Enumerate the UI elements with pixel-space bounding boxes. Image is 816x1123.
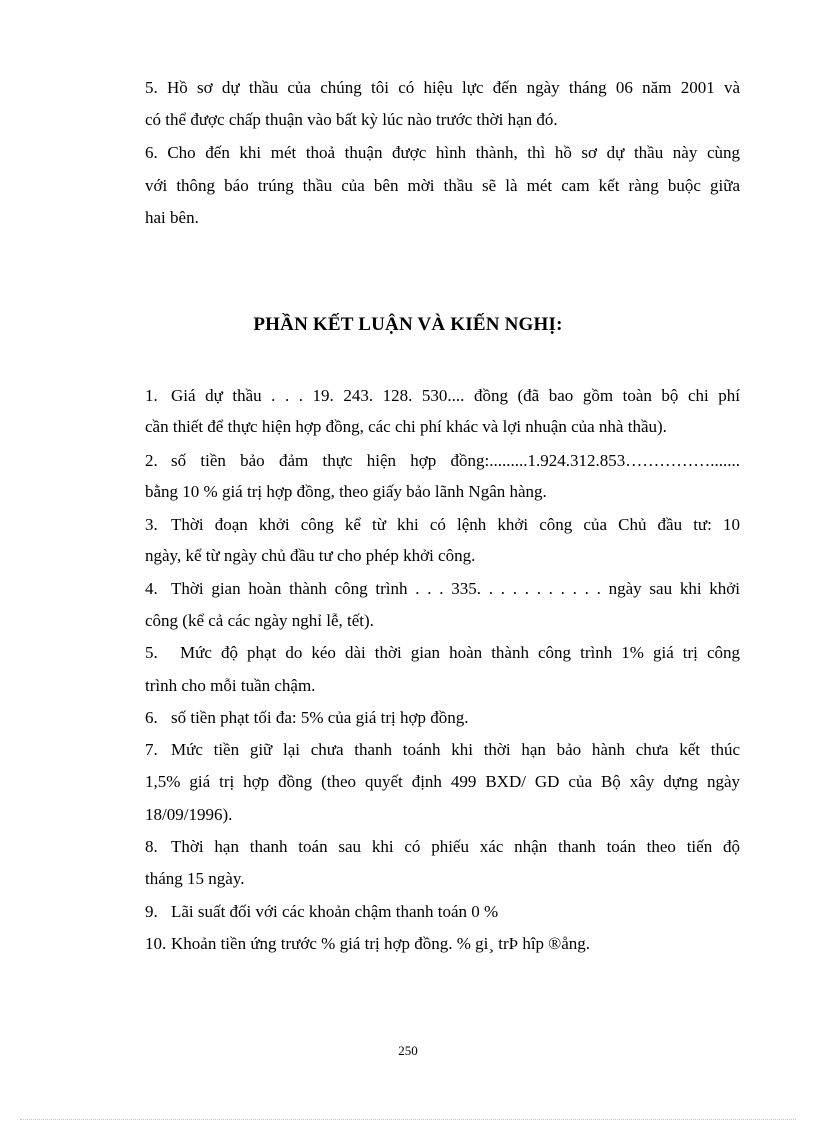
intro-line-3: 6. Cho đến khi mét thoả thuận được hình thành, thì hồ sơ dự thầu này cùng [145,143,740,162]
list-item-3-line-2: ngày, kể từ ngày chủ đầu tư cho phép khởi công. [145,546,476,565]
list-item-number: 1. [145,386,158,405]
list-item-6-line-1: 6. số tiền phạt tối đa: 5% của giá trị hợp đồng. [145,708,469,727]
list-item-9-line-1: 9. Lãi suất đối với các khoản chậm thanh toán 0 % [145,902,499,921]
list-item-5-line-1: 5. Mức độ phạt do kéo dài thời gian hoàn thành công trình 1% giá trị công [145,643,740,662]
list-item-7-line-2: 1,5% giá trị hợp đồng (theo quyết định 499 BXD/ GD của Bộ xây dựng ngày [145,772,740,791]
list-item-10-line-1: 10. Khoản tiền ứng trước % giá trị hợp đồng. % gi¸ trÞ hîp ®ång. [145,934,591,953]
list-item-2-line-1: 2. số tiền bảo đảm thực hiện hợp đồng:.........1.924.312.853……………....... [145,451,740,470]
list-item-number: 3. [145,515,158,534]
list-item-4-line-1: 4. Thời gian hoàn thành công trình . . . 335. . . . . . . . . . . ngày sau khi khởi [145,579,740,598]
list-item-8-line-1: 8. Thời hạn thanh toán sau khi có phiếu xác nhận thanh toán theo tiến độ [145,837,740,856]
list-item-8-line-2: tháng 15 ngày. [145,869,245,888]
section-heading: PHẦN KẾT LUẬN VÀ KIẾN NGHỊ: [253,314,563,335]
list-item-number: 2. [145,451,158,470]
list-item-number: 6. [145,708,158,727]
intro-line-1: 5. Hồ sơ dự thầu của chúng tôi có hiệu lực đến ngày tháng 06 năm 2001 và [145,78,740,97]
list-item-number: 5. [145,643,158,662]
list-item-3-line-1: 3. Thời đoạn khởi công kể từ khi có lệnh khởi công của Chủ đầu tư: 10 [145,515,740,534]
list-item-number: 7. [145,740,158,759]
list-item-7-line-1: 7. Mức tiền giữ lại chưa thanh toánh khi thời hạn bảo hành chưa kết thúc [145,740,740,759]
list-item-5-line-2: trình cho mỗi tuần chậm. [145,676,316,695]
page-number: 250 [398,1043,418,1058]
list-item-4-line-2: công (kể cả các ngày nghỉ lễ, tết). [145,611,374,630]
list-item-number: 9. [145,902,158,921]
list-item-1-line-2: cần thiết để thực hiện hợp đồng, các chi phí khác và lợi nhuận của nhà thầu). [145,417,667,436]
list-item-2-line-2: bằng 10 % giá trị hợp đồng, theo giấy bảo lãnh Ngân hàng. [145,482,547,501]
list-item-7-line-3: 18/09/1996). [145,805,233,824]
list-item-1-line-1: 1. Giá dự thầu . . . 19. 243. 128. 530.... đồng (đã bao gồm toàn bộ chi phí [145,386,740,405]
list-item-number: 10. [145,934,167,953]
list-item-number: 8. [145,837,158,856]
intro-line-5: hai bên. [145,208,199,227]
intro-line-2: có thể được chấp thuận vào bất kỳ lúc nào trước thời hạn đó. [145,110,558,129]
page-bottom-divider [20,1119,796,1120]
intro-line-4: với thông báo trúng thầu của bên mời thầu sẽ là mét cam kết ràng buộc giữa [145,176,740,195]
list-item-number: 4. [145,579,158,598]
